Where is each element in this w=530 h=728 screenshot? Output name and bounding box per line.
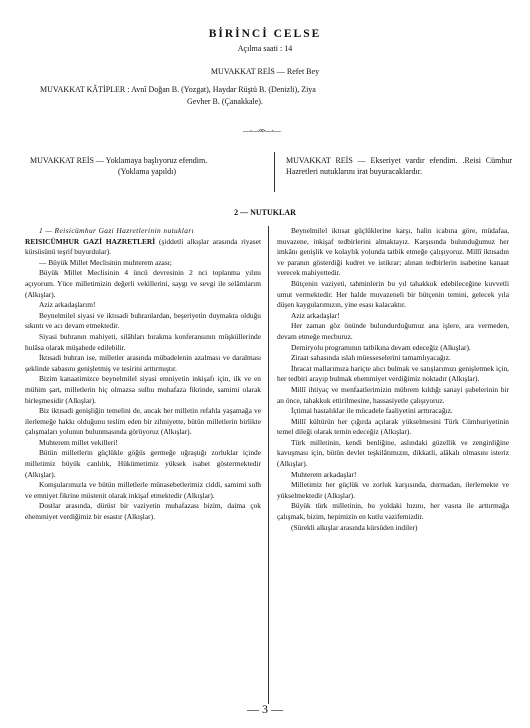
speaker-intro	[25, 237, 261, 258]
paragraph: Siyasi buhranın mahiyeti, silâhları bırakma konferansının müşküllerinde hulâsa olarak müşahede edilebilir.	[25, 331, 261, 352]
paragraph: Türk milletinin, kendi benliğine, aslındaki güzellik ve zenginliğine kavuşması için, bütün devlet teşkilâtımızın, dikkatli, alâkalı olmasını isteriz (Alkışlar).	[277, 437, 509, 469]
paragraph: Komşularımızla ve bütün milletlerle münasebetlerimiz ciddi, samimi sulh ve emniyet fikrine müstenit olarak inkişaf etmektedir (Alkışlar).	[25, 480, 261, 500]
paragraph: Muhterem millet vekilleri!	[39, 437, 118, 447]
paragraph: Muhterem arkadaşlar!	[291, 469, 357, 479]
paragraph: Milletimiz her güçlük ve zorluk karşısında, durmadan, ilerlemekte ve yükselmektedir (Alkışlar).	[277, 480, 509, 500]
opening-left-label: MUVAKKAT REİS	[30, 156, 94, 165]
paragraph: Beynelmilel siyasi ve iktısadi buhranlardan, beşeriyetin duymakta olduğu sıkıntı ve acı devam etmektedir.	[25, 310, 261, 331]
paragraph: İhracat mallarımıza hariçte alıcı bulmak ve satışlarımızı genişletmek için, her tedbiri arayıp bulmak ehemmiyet verdiğimiz noktadır (Alkışlar).	[277, 363, 509, 384]
interim-secretaries-block	[40, 84, 500, 108]
katip-names-1: Avnî Doğan B. (Yozgat), Haydar Rüştü B. (Denizli), Ziya	[131, 85, 316, 94]
opening-left	[30, 155, 264, 177]
speaker-intro-rest: (şiddetli alkışlar arasında riyaset kürsüsünü teşrif buyurdular).	[25, 236, 261, 257]
left-column	[25, 226, 261, 523]
paragraph: İktısadi buhran ise, milletler arasında mübadelenin azalması ve daralması şeklinde sabasını genişletmiş ve tesirini arttırmıştır.	[25, 353, 261, 373]
opening-left-text	[30, 155, 264, 166]
paragraph: Her zaman göz önünde bulundurduğumuz ana işlere, ara vermeden, devam etmeğe mecburuz.	[277, 321, 509, 341]
closing-note: (Sürekli alkışlar arasında kürsüden indiler)	[291, 522, 418, 532]
paragraph: Dostlar arasında, dürüst bir vaziyetin muhafazası bizim, daima çok ehemmiyet verdiğimiz bir esastır (Alkışlar).	[25, 501, 261, 522]
section-heading: 2 — NUTUKLAR	[234, 208, 296, 217]
right-column	[277, 226, 509, 533]
opening-time: Açılma saati : 14	[237, 44, 293, 53]
opening-right-label: MUVAKKAT REİS	[286, 156, 353, 165]
paragraph: — Büyük Millet Meclisinin muhterem azası;	[39, 257, 172, 267]
roll-call-note: (Yoklama yapıldı)	[117, 167, 177, 176]
opening-right	[286, 155, 512, 177]
reis-label: MUVAKKAT REİS	[210, 67, 275, 76]
paragraph: Bizim kanaatimizce beynelmilel siyasi emniyetin inkişafı için, ilk ve en mühim şart, milletlerin hiç olmazsa sulhu muhafaza fikrinde, samimi olarak birleşmesidir (Alkışlar).	[25, 374, 261, 405]
paragraph: Beynelmilel iktısat güçlüklerine karşı, halin icabına göre, müdafaa, muvazene, inkişaf tedbirlerini almaktayız. Karşısında bulunduğumuz her imkânı genişlik ve kolaylık yolunda tatbik etmeğe çalışıyoruz. Millî iktısadın ve paranın gösterdiği kudret ve istikrar; alınan tedbirlerin isabetine kanaat verecek mahiyettedir.	[277, 226, 509, 278]
paragraph: Aziz arkadaşlar!	[291, 310, 340, 320]
interim-president-line	[0, 67, 530, 76]
speaker-name: REISICÜMHUR GAZİ HAZRETLERİ	[25, 236, 156, 246]
paragraph: Biz iktısadi genişliğin temelini de, ancak her milletin refahla yaşamağa ve ilerlemeğe hakkı olduğunu teslim eden bir zihniyette, bütün milletlerin birlikte çalışmaları yolunun bulunmasında görüyoruz (Alkışlar).	[25, 406, 261, 437]
subheading: 1 — Reisicümhur Gazi Hazretlerinin nutukları	[39, 226, 195, 235]
paragraph: Aziz arkadaşlarım!	[39, 300, 96, 310]
katip-names-2: Gevher B. (Çanakkale).	[187, 97, 263, 106]
ornament-separator: —∙—∙∞∙—∙—	[243, 126, 280, 135]
paragraph: Millî kültürün her çığırda açılarak yükselmesini Türk Cümhuriyetinin temel dileği olarak temin edeceğiz (Alkışlar).	[277, 416, 509, 437]
paragraph: Demiryolu programının tatbikına devam edeceğiz (Alkışlar).	[291, 342, 471, 352]
paragraph: Bütün milletlerin güçlükle göğüs germeğe uğraştığı zorluklar içinde milletimiz büyük canlılık, Hükümetimiz yüksek isabet göstermektedir (Alkışlar).	[25, 448, 261, 479]
paragraph: Ziraat sahasında ıslah müesseselerini tamamlıyacağız.	[291, 353, 451, 363]
opening-left-body: — Yoklamaya başlıyoruz efendim.	[95, 156, 208, 165]
katip-label: MUVAKKAT KÂTİPLER :	[40, 85, 130, 94]
paragraph: İçtimai hastalıklar ile mücadele faaliyetini arttıracağız.	[291, 406, 453, 416]
opening-right-body: — Ekseriyet vardır efendim. .Reisi Cümhur Hazretleri nutuklarını irat buyuracaklardır.	[286, 156, 513, 176]
column-divider-main	[268, 226, 269, 704]
reis-name: — Refet Bey	[276, 67, 320, 76]
paragraph: Büyük türk milletinin, bu yoldaki hızını, her vasıta ile arttırmağa çalışmak, bizim, hepimizin en kutlu vazifemizdir.	[277, 501, 509, 522]
session-title: BİRİNCİ CELSE	[208, 28, 322, 40]
paragraph: Bütçenin vaziyeti, tahminlerin bu yıl tahakkuk edebileceğine kuvvetli umut vermektedir. Her halde muvazeneli bir bütçenin temini, gelecek yıla düşen kaygularımızın, yine esası kalacaktır.	[277, 278, 509, 310]
paragraph: Millî ihtiyaç ve menfaatlerimizin mübrem kıldığı sanayi şubelerinin bir an önce, tahakkuk ettirilmesine, hassasiyetle çalışıyoruz.	[277, 384, 509, 405]
column-divider-top	[274, 152, 275, 192]
page-number: — 3 —	[247, 702, 283, 716]
katip-line-1	[40, 84, 500, 96]
paragraph: Büyük Millet Meclisinin 4 üncü devresinin 2 nci toplanma yılını açıyorum. Yüce milletimizin değerli vekillerini, saygı ve sevgi ile selâmlarım (Alkışlar).	[25, 268, 261, 299]
